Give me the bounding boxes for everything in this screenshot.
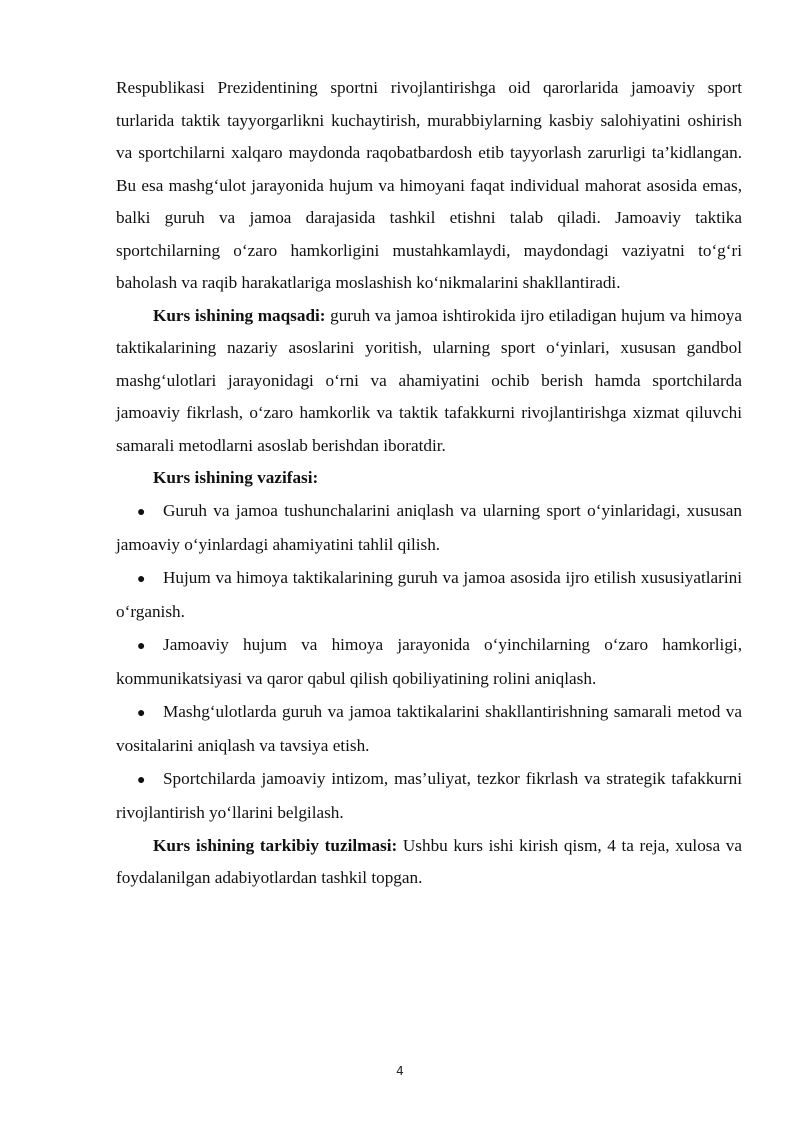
task-text: Guruh va jamoa tushunchalarini aniqlash va ularning sport o‘yinlaridagi, xususan jamoaviy o‘yinlardagi ahamiyatini tahlil qilish. xyxy=(116,500,742,554)
page-body xyxy=(116,72,742,895)
intro-paragraph: Respublikasi Prezidentining sportni rivojlantirishga oid qarorlarida jamoaviy sport turlarida taktik tayyorgarlikni kuchaytirish, murabbiylarning kasbiy salohiyatini oshirish va sportchilarni xalqaro maydonda raqobatbardosh etib tayyorlash zarurligi ta’kidlangan. Bu esa mashg‘ulot jarayonida hujum va himoyani faqat individual mahorat asosida emas, balki guruh va jamoa darajasida tashkil etishni talab qiladi. Jamoaviy taktika sportchilarning o‘zaro hamkorligini mustahkamlaydi, maydondagi vaziyatni to‘g‘ri baholash va raqib harakatlariga moslashish ko‘nikmalarini shakllantiradi. xyxy=(116,78,742,292)
structure-text: Ushbu kurs ishi kirish qism, 4 ta reja, xulosa va foydalanilgan adabiyotlardan tashkil topgan. xyxy=(116,835,742,887)
task-text: Sportchilarda jamoaviy intizom, mas’uliyat, tezkor fikrlash va strategik tafakkurni rivojlantirish yo‘llarini belgilash. xyxy=(116,768,742,822)
bullet-icon: ● xyxy=(137,504,146,520)
purpose-paragraph xyxy=(116,300,742,463)
task-text: Jamoaviy hujum va himoya jarayonida o‘yinchilarning o‘zaro hamkorligi, kommunikatsiyasi va qaror qabul qilish qobiliyatining rolini aniqlash. xyxy=(116,634,742,688)
task-text: Mashg‘ulotlarda guruh va jamoa taktikalarini shakllantirishning samarali metod va vositalarini aniqlash va tavsiya etish. xyxy=(116,701,742,755)
structure-paragraph xyxy=(116,830,742,895)
bullet-icon: ● xyxy=(137,571,146,587)
bullet-icon: ● xyxy=(137,772,146,788)
list-item xyxy=(116,629,742,696)
bullet-icon: ● xyxy=(137,638,146,654)
structure-label: Kurs ishining tarkibiy tuzilmasi: xyxy=(153,835,398,855)
task-text: Hujum va himoya taktikalarining guruh va jamoa asosida ijro etilish xususiyatlarini o‘rganish. xyxy=(116,567,742,621)
purpose-label: Kurs ishining maqsadi: xyxy=(153,305,326,325)
tasks-list xyxy=(116,495,742,830)
list-item xyxy=(116,696,742,763)
tasks-heading: Kurs ishining vazifasi: xyxy=(153,468,319,487)
list-item xyxy=(116,495,742,562)
purpose-text: guruh va jamoa ishtirokida ijro etiladigan hujum va himoya taktikalarining nazariy asoslarini yoritish, ularning sport o‘yinlari, xususan gandbol mashg‘ulotlari jarayonidagi o‘rni va ahamiyatini ochib berish hamda sportchilarda jamoaviy fikrlash, o‘zaro hamkorlik va taktik tafakkurni rivojlantirishga xizmat qiluvchi samarali metodlarni asoslab berishdan iboratdir. xyxy=(116,305,743,455)
list-item xyxy=(116,763,742,830)
bullet-icon: ● xyxy=(137,705,146,721)
page-number: 4 xyxy=(396,1064,404,1078)
list-item xyxy=(116,562,742,629)
